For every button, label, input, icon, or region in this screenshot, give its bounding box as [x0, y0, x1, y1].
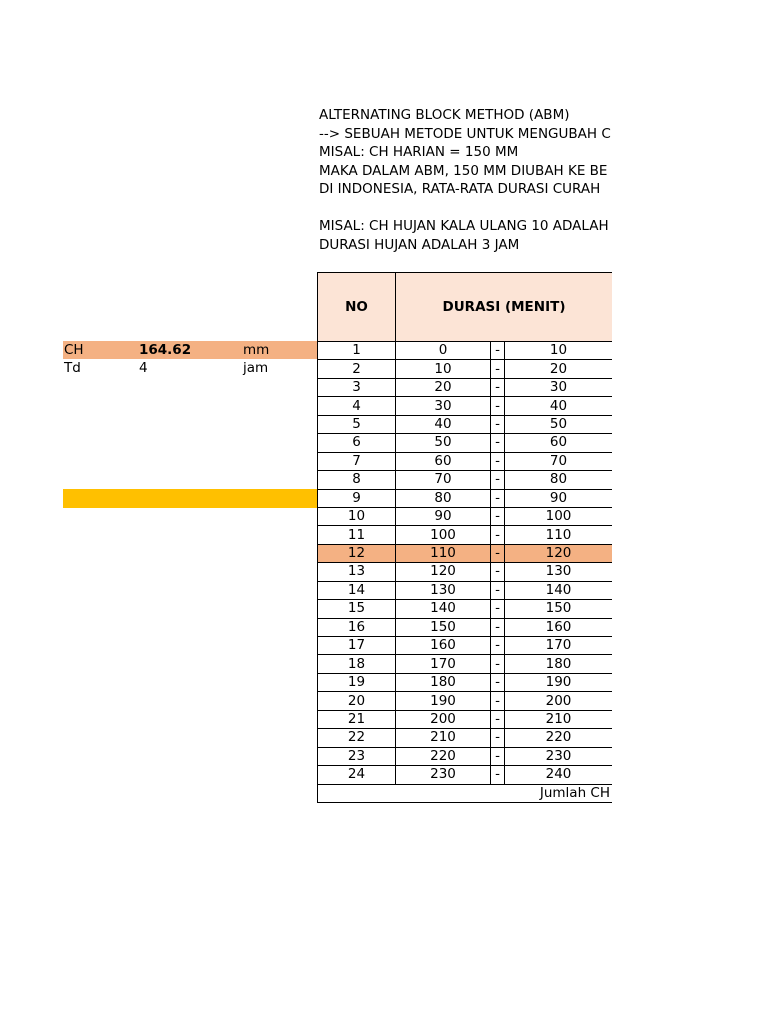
notes-block — [319, 106, 612, 254]
row-to[interactable]: 110 — [505, 526, 613, 544]
table-row[interactable] — [318, 342, 613, 360]
row-no[interactable]: 1 — [318, 342, 396, 360]
row-no[interactable]: 4 — [318, 397, 396, 415]
abm-table — [317, 272, 613, 803]
row-dash[interactable]: - — [491, 747, 505, 765]
row-no[interactable]: 11 — [318, 526, 396, 544]
row-from[interactable]: 80 — [396, 489, 491, 507]
row-no[interactable]: 3 — [318, 378, 396, 396]
note-line: DURASI HUJAN ADALAH 3 JAM — [319, 236, 520, 253]
row-dash[interactable]: - — [491, 710, 505, 728]
row-no[interactable]: 9 — [318, 489, 396, 507]
row-from[interactable]: 30 — [396, 397, 491, 415]
row-from[interactable]: 90 — [396, 507, 491, 525]
note-line: ALTERNATING BLOCK METHOD (ABM) — [319, 107, 570, 123]
viewport-edge — [612, 260, 768, 820]
ch-unit: mm — [243, 342, 270, 358]
row-no[interactable]: 19 — [318, 673, 396, 691]
row-dash[interactable]: - — [491, 637, 505, 655]
row-dash[interactable]: - — [491, 415, 505, 433]
note-line-blank — [319, 199, 612, 218]
ch-label: CH — [64, 342, 84, 358]
row-dash[interactable]: - — [491, 378, 505, 396]
row-from[interactable]: 210 — [396, 729, 491, 747]
table-row[interactable] — [318, 747, 613, 765]
row-no[interactable]: 16 — [318, 618, 396, 636]
table-row[interactable] — [318, 673, 613, 691]
row-to[interactable]: 70 — [505, 452, 613, 470]
row-to[interactable]: 220 — [505, 729, 613, 747]
row-to[interactable]: 50 — [505, 415, 613, 433]
note-line: MAKA DALAM ABM, 150 MM DIUBAH KE BE — [319, 162, 608, 179]
row-no[interactable]: 18 — [318, 655, 396, 673]
table-row[interactable] — [318, 360, 613, 378]
row-to[interactable]: 230 — [505, 747, 613, 765]
td-label: Td — [64, 360, 81, 376]
row-no[interactable]: 12 — [318, 544, 396, 562]
row-dash[interactable]: - — [491, 655, 505, 673]
note-line: DI INDONESIA, RATA-RATA DURASI CURAH — [319, 181, 601, 197]
row-no[interactable]: 24 — [318, 766, 396, 784]
table-row[interactable] — [318, 710, 613, 728]
row-to[interactable]: 210 — [505, 710, 613, 728]
row-to[interactable]: 140 — [505, 581, 613, 599]
table-row[interactable] — [318, 434, 613, 452]
row-no[interactable]: 13 — [318, 563, 396, 581]
row-from[interactable]: 150 — [396, 618, 491, 636]
row-dash[interactable]: - — [491, 618, 505, 636]
row-from[interactable]: 180 — [396, 673, 491, 691]
table-row[interactable] — [318, 507, 613, 525]
row-from[interactable]: 120 — [396, 563, 491, 581]
row-no[interactable]: 2 — [318, 360, 396, 378]
table-row[interactable] — [318, 729, 613, 747]
row-to[interactable]: 30 — [505, 378, 613, 396]
ch-value[interactable]: 164.62 — [139, 342, 192, 358]
row-no[interactable]: 5 — [318, 415, 396, 433]
row-dash[interactable]: - — [491, 471, 505, 489]
row-from[interactable]: 190 — [396, 692, 491, 710]
row-dash[interactable]: - — [491, 489, 505, 507]
row-dash[interactable]: - — [491, 581, 505, 599]
highlight-bar — [63, 489, 318, 508]
row-no[interactable]: 15 — [318, 600, 396, 618]
row-to[interactable]: 10 — [505, 342, 613, 360]
table-row[interactable] — [318, 563, 613, 581]
note-line: MISAL: CH HARIAN = 150 MM — [319, 144, 519, 160]
row-to[interactable]: 120 — [505, 544, 613, 562]
row-to[interactable]: 100 — [505, 507, 613, 525]
row-to[interactable]: 90 — [505, 489, 613, 507]
table-row[interactable] — [318, 452, 613, 470]
table-row[interactable] — [318, 397, 613, 415]
note-line: --> SEBUAH METODE UNTUK MENGUBAH C — [319, 125, 611, 142]
row-to[interactable]: 150 — [505, 600, 613, 618]
td-param-row[interactable] — [63, 359, 318, 377]
row-from[interactable]: 130 — [396, 581, 491, 599]
row-to[interactable]: 190 — [505, 673, 613, 691]
table-row[interactable] — [318, 637, 613, 655]
row-no[interactable]: 20 — [318, 692, 396, 710]
table-row[interactable] — [318, 581, 613, 599]
table-row[interactable] — [318, 378, 613, 396]
row-from[interactable]: 40 — [396, 415, 491, 433]
row-from[interactable]: 50 — [396, 434, 491, 452]
table-row[interactable] — [318, 600, 613, 618]
row-dash[interactable]: - — [491, 397, 505, 415]
row-from[interactable]: 160 — [396, 637, 491, 655]
table-row[interactable] — [318, 618, 613, 636]
row-dash[interactable]: - — [491, 544, 505, 562]
table-row[interactable] — [318, 471, 613, 489]
td-unit: jam — [243, 360, 269, 376]
row-from[interactable]: 0 — [396, 342, 491, 360]
row-dash[interactable]: - — [491, 434, 505, 452]
ch-param-row[interactable] — [63, 341, 318, 359]
row-from[interactable]: 220 — [396, 747, 491, 765]
row-dash[interactable]: - — [491, 692, 505, 710]
table-row[interactable] — [318, 415, 613, 433]
table-row[interactable] — [318, 655, 613, 673]
row-dash[interactable]: - — [491, 729, 505, 747]
row-to[interactable]: 40 — [505, 397, 613, 415]
table-row[interactable] — [318, 526, 613, 544]
row-no[interactable]: 21 — [318, 710, 396, 728]
row-from[interactable]: 170 — [396, 655, 491, 673]
td-value[interactable]: 4 — [139, 360, 148, 376]
row-to[interactable]: 80 — [505, 471, 613, 489]
row-dash[interactable]: - — [491, 526, 505, 544]
row-no[interactable]: 22 — [318, 729, 396, 747]
row-to[interactable]: 60 — [505, 434, 613, 452]
header-no: NO — [318, 273, 396, 342]
row-no[interactable]: 7 — [318, 452, 396, 470]
row-from[interactable]: 20 — [396, 378, 491, 396]
row-to[interactable]: 130 — [505, 563, 613, 581]
row-dash[interactable]: - — [491, 600, 505, 618]
row-dash[interactable]: - — [491, 766, 505, 784]
table-row[interactable] — [318, 489, 613, 507]
row-to[interactable]: 160 — [505, 618, 613, 636]
row-no[interactable]: 23 — [318, 747, 396, 765]
row-dash[interactable]: - — [491, 452, 505, 470]
table-row[interactable] — [318, 692, 613, 710]
row-to[interactable]: 20 — [505, 360, 613, 378]
row-dash[interactable]: - — [491, 507, 505, 525]
row-from[interactable]: 70 — [396, 471, 491, 489]
row-no[interactable]: 10 — [318, 507, 396, 525]
row-to[interactable]: 170 — [505, 637, 613, 655]
header-durasi: DURASI (MENIT) — [396, 273, 613, 342]
row-to[interactable]: 180 — [505, 655, 613, 673]
table-row[interactable] — [318, 544, 613, 562]
row-no[interactable]: 6 — [318, 434, 396, 452]
row-from[interactable]: 60 — [396, 452, 491, 470]
row-from[interactable]: 10 — [396, 360, 491, 378]
row-from[interactable]: 100 — [396, 526, 491, 544]
row-dash[interactable]: - — [491, 563, 505, 581]
note-line: MISAL: CH HUJAN KALA ULANG 10 ADALAH — [319, 218, 609, 234]
total-label: Jumlah CH — [318, 784, 613, 802]
row-dash[interactable]: - — [491, 673, 505, 691]
row-no[interactable]: 8 — [318, 471, 396, 489]
row-from[interactable]: 200 — [396, 710, 491, 728]
row-dash[interactable]: - — [491, 342, 505, 360]
row-from[interactable]: 230 — [396, 766, 491, 784]
row-to[interactable]: 200 — [505, 692, 613, 710]
row-dash[interactable]: - — [491, 360, 505, 378]
table-row[interactable] — [318, 766, 613, 784]
row-no[interactable]: 17 — [318, 637, 396, 655]
row-no[interactable]: 14 — [318, 581, 396, 599]
row-from[interactable]: 140 — [396, 600, 491, 618]
row-from[interactable]: 110 — [396, 544, 491, 562]
row-to[interactable]: 240 — [505, 766, 613, 784]
